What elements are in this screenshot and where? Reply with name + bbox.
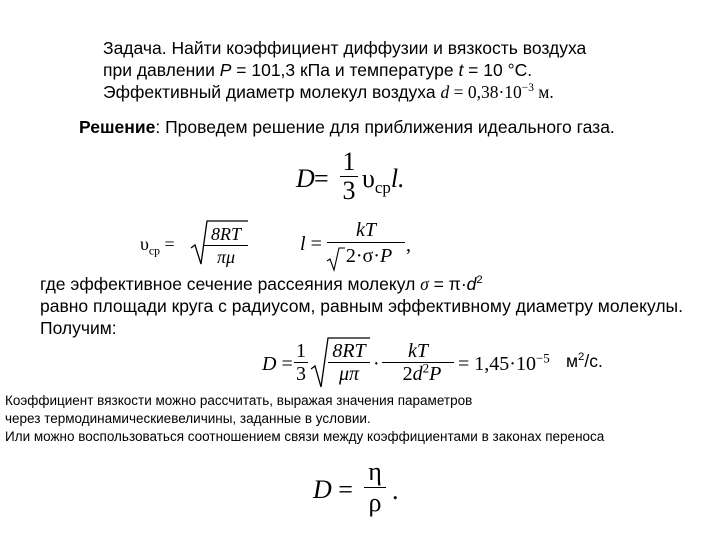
viscosity-line-2: через термодинамическиевеличины, заданные в условии.: [5, 411, 371, 426]
para-line-3: Получим:: [40, 318, 117, 338]
task-label: Задача: [103, 38, 162, 58]
viscosity-line-3: Или можно воспользоваться соотношением связи между коэффициентами в законах переноса: [5, 429, 605, 444]
task-line-2: при давлении P = 101,3 кПа и температуре t = 10 °С.: [103, 60, 533, 80]
task-line-3: Эффективный диаметр молекул воздуха $d = 0,38\cdot 10^{-3}$ м.: [103, 82, 554, 102]
para-line-2: равно площади круга с радиусом, равным эффективному диаметру молекулы.: [40, 296, 683, 316]
para-line-1: где эффективное сечение рассеяния молекул $\sigma = \pi\cdot d^2$: [40, 274, 483, 294]
sqrt-sign: [326, 246, 346, 272]
solution-line: Решение: Проведем решение для приближения идеального газа.: [79, 117, 615, 137]
viscosity-line-1: Коэффициент вязкости можно рассчитать, выражая значения параметров: [5, 393, 473, 408]
solution-label: Решение: [79, 117, 156, 137]
task-line-1: Задача. Найти коэффициент диффузии и вязкость воздуха: [103, 38, 587, 58]
